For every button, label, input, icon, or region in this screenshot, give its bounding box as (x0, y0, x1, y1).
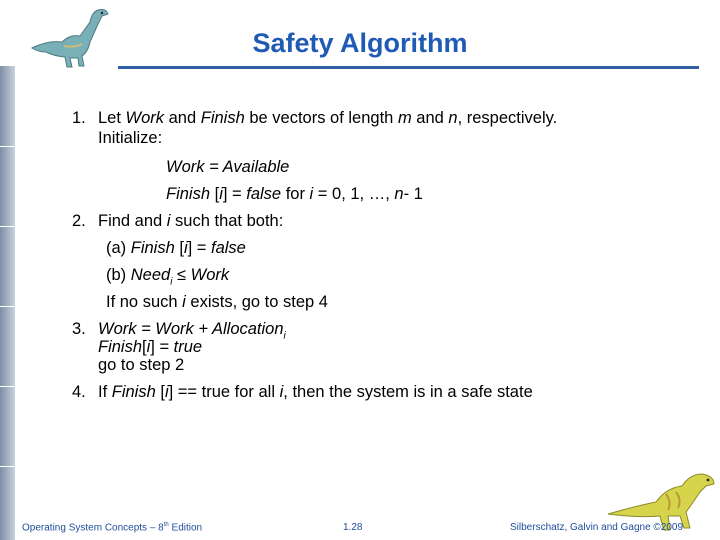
text-run: m (397, 109, 412, 127)
text-run: ] = (222, 185, 247, 203)
text-run: - 1 (403, 185, 423, 203)
step-line (98, 383, 533, 402)
text-run: ≤ (172, 266, 191, 284)
text-run: Initialize: (98, 129, 163, 147)
footer-book-title (22, 522, 202, 533)
text-run: i (166, 212, 171, 230)
text-run: i (170, 276, 173, 288)
text-run: If no such (106, 293, 183, 311)
step-line (98, 109, 557, 128)
text-run: go to step 2 (98, 356, 185, 374)
text-run: such that both: (170, 212, 284, 230)
step-line (106, 293, 328, 312)
text-run: = 0, 1, …, (313, 185, 395, 203)
text-run: i (283, 330, 286, 342)
text-run: , then the system is in a safe state (283, 383, 533, 401)
text-run: and (411, 109, 449, 127)
slide-title: Safety Algorithm (252, 28, 468, 58)
text-run: i (219, 185, 223, 203)
step-line (166, 185, 423, 204)
step-number: 1. (72, 109, 86, 127)
text-run: Finish (98, 338, 143, 356)
text-run: be vectors of length (244, 109, 398, 127)
text-run: Work = Work + Allocation (98, 320, 284, 338)
step-number: 2. (72, 212, 86, 230)
footer-page-number: 1.28 (343, 522, 363, 533)
text-run: n (394, 185, 404, 203)
text-run: (a) (106, 239, 131, 257)
step-number: 3. (72, 320, 86, 338)
step-line (98, 356, 184, 375)
text-run: Finish (166, 185, 211, 203)
text-run: Finish (130, 239, 175, 257)
text-run: ] == true for all (168, 383, 280, 401)
text-run: true (173, 338, 203, 356)
text-run: Work (125, 109, 165, 127)
text-run: , respectively. (457, 109, 558, 127)
text-run: Work = Available (166, 158, 290, 176)
footer-book-sup: th (163, 522, 169, 528)
text-run: i (279, 383, 284, 401)
text-run: for (281, 185, 310, 203)
footer-copyright: Silberschatz, Galvin and Gagne ©2009 (510, 522, 684, 533)
text-run: Let (98, 109, 126, 127)
text-run: [ (142, 338, 147, 356)
text-run: (b) (106, 266, 131, 284)
text-run: exists, go to step 4 (185, 293, 328, 311)
step-line (98, 212, 283, 231)
text-run: false (246, 185, 282, 203)
text-run: [ (210, 185, 220, 203)
text-run: n (448, 109, 458, 127)
text-run: Find and (98, 212, 167, 230)
text-run: i (164, 383, 169, 401)
text-run: ] = (187, 239, 211, 257)
text-run: and (164, 109, 201, 127)
step-line (166, 158, 289, 177)
text-run: i (309, 185, 314, 203)
step-line (106, 266, 229, 287)
text-run: [ (174, 239, 184, 257)
text-run: i (146, 338, 151, 356)
footer-book-text: Operating System Concepts – 8 (22, 522, 164, 534)
text-run: Finish (111, 383, 156, 401)
text-run: [ (155, 383, 165, 401)
step-line (106, 239, 246, 258)
text-run: false (211, 239, 246, 257)
text-run: Finish (200, 109, 245, 127)
text-run: i (182, 293, 186, 311)
text-run: Work (190, 266, 230, 284)
text-run: i (183, 239, 188, 257)
text-run: If (98, 383, 112, 401)
step-number: 4. (72, 383, 86, 401)
step-line (98, 129, 162, 148)
text-run: Need (130, 266, 171, 284)
footer-book-suffix: Edition (168, 522, 203, 534)
text-run: ] = (150, 338, 174, 356)
step-line (98, 338, 202, 357)
